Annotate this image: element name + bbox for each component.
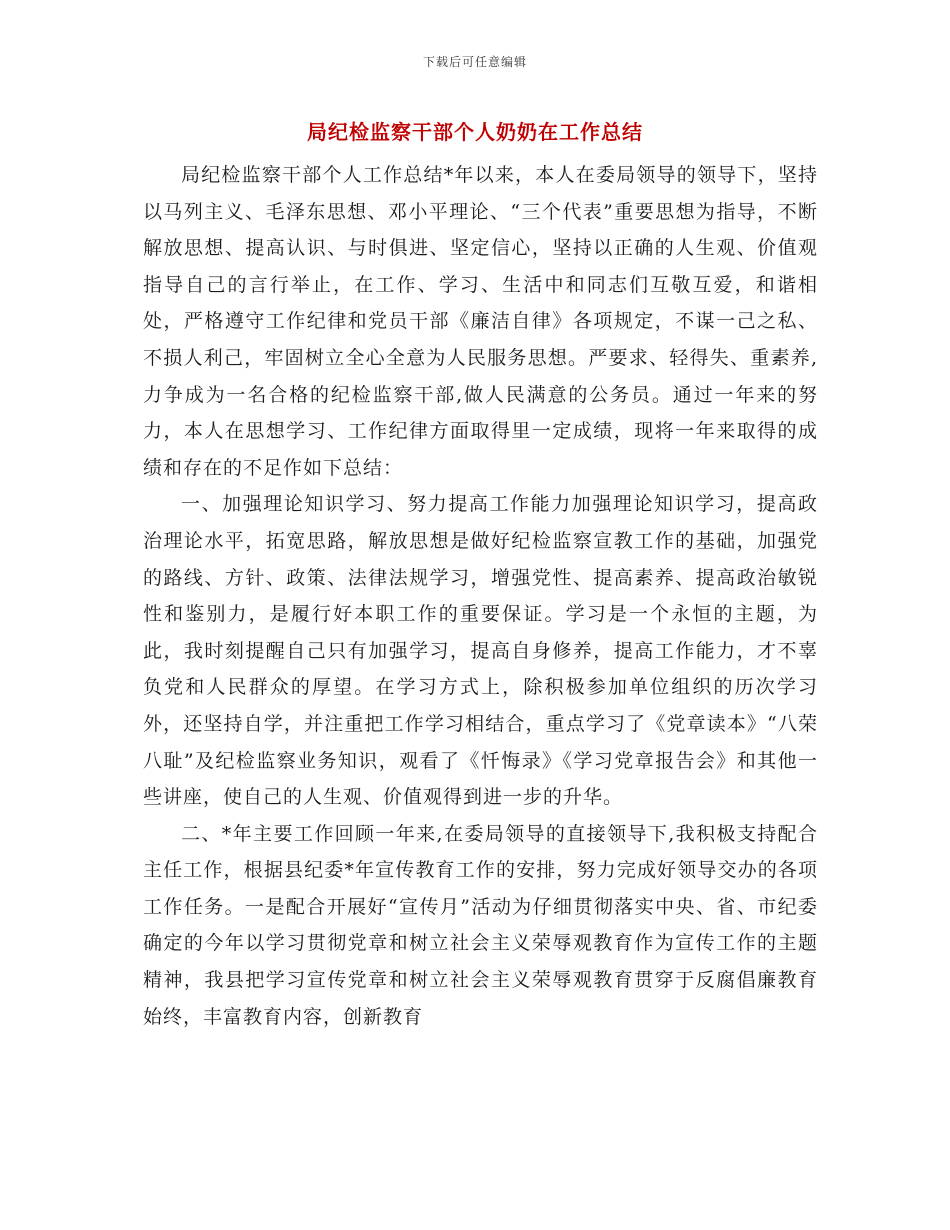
document-title: 局纪检监察干部个人奶奶在工作总结: [307, 120, 643, 144]
download-note: 下载后可任意编辑: [422, 55, 527, 69]
document-body: [143, 157, 818, 1035]
paragraph-intro: 局纪检监察干部个人工作总结*年以来，本人在委局领导的领导下，坚持以马列主义、毛泽东思想、邓小平理论、“三个代表”重要思想为指导，不断解放思想、提高认识、与时俱进、坚定信心，坚持以正确的人生观、价值观指导自己的言行举止，在工作、学习、生活中和同志们互敬互爱，和谐相处，严格遵守工作纪律和党员干部《廉洁自律》各项规定，不谋一己之私、不损人利己，牢固树立全心全意为人民服务思想。严要求、轻得失、重素养,力争成为一名合格的纪检监察干部,做人民满意的公务员。通过一年来的努力，本人在思想学习、工作纪律方面取得里一定成绩，现将一年来取得的成绩和存在的不足作如下总结：: [143, 164, 818, 479]
paragraph-section-one: 一、加强理论知识学习、努力提高工作能力加强理论知识学习，提高政治理论水平，拓宽思路，解放思想是做好纪检监察宣教工作的基础，加强党的路线、方针、政策、法律法规学习，增强党性、提高素养、提高政治敏锐性和鉴别力，是履行好本职工作的重要保证。学习是一个永恒的主题，为此，我时刻提醒自己只有加强学习，提高自身修养，提高工作能力，才不辜负党和人民群众的厚望。在学习方式上，除积极参加单位组织的历次学习外，还坚持自学，并注重把工作学习相结合，重点学习了《党章读本》“八荣八耻”及纪检监察业务知识，观看了《忏悔录》《学习党章报告会》和其他一些讲座，使自己的人生观、价值观得到进一步的升华。: [143, 493, 818, 809]
paragraph-section-two: 二、*年主要工作回顾一年来,在委局领导的直接领导下,我积极支持配合主任工作，根据县纪委*年宣传教育工作的安排，努力完成好领导交办的各项工作任务。一是配合开展好“宣传月”活动为仔细贯彻落实中央、省、市纪委确定的今年以学习贯彻党章和树立社会主义荣辱观教育作为宣传工作的主题精神，我县把学习宣传党章和树立社会主义荣辱观教育贯穿于反腐倡廉教育始终，丰富教育内容，创新教育: [143, 822, 818, 1028]
